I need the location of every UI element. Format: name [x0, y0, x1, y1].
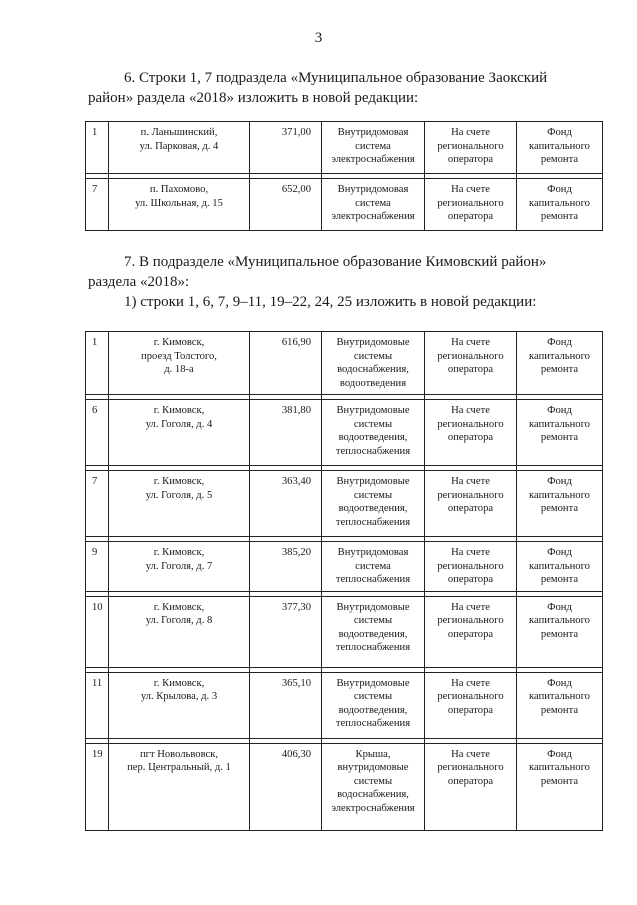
table-row: [86, 332, 603, 395]
table-row: [86, 122, 603, 174]
fund-cell: Фонд капитального ремонта: [517, 332, 603, 395]
table-row: [86, 179, 603, 231]
fund-cell: Фонд капитального ремонта: [517, 743, 603, 830]
section7-subitem: [88, 292, 600, 312]
table-row: [86, 400, 603, 466]
address-cell: г. Кимовск, ул. Гоголя, д. 7: [109, 542, 250, 592]
row-number: 7: [86, 471, 109, 537]
address-cell: п. Пахомово, ул. Школьная, д. 15: [109, 179, 250, 231]
fund-cell: Фонд капитального ремонта: [517, 471, 603, 537]
account-cell: На счете регионального оператора: [425, 332, 517, 395]
account-cell: На счете регионального оператора: [425, 596, 517, 667]
address-cell: пгт Новольвовск, пер. Центральный, д. 1: [109, 743, 250, 830]
fund-cell: Фонд капитального ремонта: [517, 122, 603, 174]
address-cell: г. Кимовск, ул. Гоголя, д. 4: [109, 400, 250, 466]
fund-cell: Фонд капитального ремонта: [517, 542, 603, 592]
area-cell: 406,30: [250, 743, 322, 830]
account-cell: На счете регионального оператора: [425, 672, 517, 738]
work-type-cell: Внутридомовая система теплоснабжения: [322, 542, 425, 592]
work-type-cell: Внутридомовые системы водоотведения, теплоснабжения: [322, 596, 425, 667]
area-cell: 381,80: [250, 400, 322, 466]
account-cell: На счете регионального оператора: [425, 400, 517, 466]
account-cell: На счете регионального оператора: [425, 179, 517, 231]
row-number: 11: [86, 672, 109, 738]
table-row: [86, 672, 603, 738]
section6-paragraph: [88, 68, 600, 108]
area-cell: 363,40: [250, 471, 322, 537]
work-type-cell: Внутридомовые системы водоотведения, теплоснабжения: [322, 400, 425, 466]
section6-table: [85, 121, 603, 231]
row-number: 1: [86, 122, 109, 174]
row-number: 1: [86, 332, 109, 395]
table-row: [86, 542, 603, 592]
area-cell: 365,10: [250, 672, 322, 738]
area-cell: 377,30: [250, 596, 322, 667]
section7-line1: 7. В подразделе «Муниципальное образование Кимовский район»: [124, 254, 547, 270]
account-cell: На счете регионального оператора: [425, 471, 517, 537]
section7-table: [85, 331, 603, 831]
work-type-cell: Внутридомовая система электроснабжения: [322, 179, 425, 231]
section7-line2: раздела «2018»:: [88, 274, 190, 290]
table-row: [86, 471, 603, 537]
section6-line2: район» раздела «2018» изложить в новой редакции:: [88, 90, 419, 106]
fund-cell: Фонд капитального ремонта: [517, 672, 603, 738]
section7-paragraph: [88, 252, 600, 292]
account-cell: На счете регионального оператора: [425, 743, 517, 830]
work-type-cell: Внутридомовые системы водоснабжения, водоотведения: [322, 332, 425, 395]
section6-line1: 6. Строки 1, 7 подраздела «Муниципальное образование Заокский: [124, 70, 548, 86]
address-cell: г. Кимовск, ул. Гоголя, д. 8: [109, 596, 250, 667]
fund-cell: Фонд капитального ремонта: [517, 596, 603, 667]
area-cell: 385,20: [250, 542, 322, 592]
row-number: 19: [86, 743, 109, 830]
area-cell: 616,90: [250, 332, 322, 395]
row-number: 10: [86, 596, 109, 667]
work-type-cell: Внутридомовые системы водоотведения, теплоснабжения: [322, 672, 425, 738]
address-cell: г. Кимовск, ул. Крылова, д. 3: [109, 672, 250, 738]
work-type-cell: Внутридомовые системы водоотведения, теплоснабжения: [322, 471, 425, 537]
page-number: 3: [314, 30, 323, 46]
address-cell: г. Кимовск, проезд Толстого, д. 18-а: [109, 332, 250, 395]
table-row: [86, 596, 603, 667]
fund-cell: Фонд капитального ремонта: [517, 400, 603, 466]
address-cell: п. Ланьшинский, ул. Парковая, д. 4: [109, 122, 250, 174]
row-number: 9: [86, 542, 109, 592]
account-cell: На счете регионального оператора: [425, 122, 517, 174]
fund-cell: Фонд капитального ремонта: [517, 179, 603, 231]
row-number: 6: [86, 400, 109, 466]
work-type-cell: Крыша, внутридомовые системы водоснабжения, электроснабжения: [322, 743, 425, 830]
area-cell: 371,00: [250, 122, 322, 174]
area-cell: 652,00: [250, 179, 322, 231]
address-cell: г. Кимовск, ул. Гоголя, д. 5: [109, 471, 250, 537]
account-cell: На счете регионального оператора: [425, 542, 517, 592]
row-number: 7: [86, 179, 109, 231]
table-row: [86, 743, 603, 830]
section7-subitem-text: 1) строки 1, 6, 7, 9–11, 19–22, 24, 25 изложить в новой редакции:: [124, 294, 537, 310]
work-type-cell: Внутридомовая система электроснабжения: [322, 122, 425, 174]
